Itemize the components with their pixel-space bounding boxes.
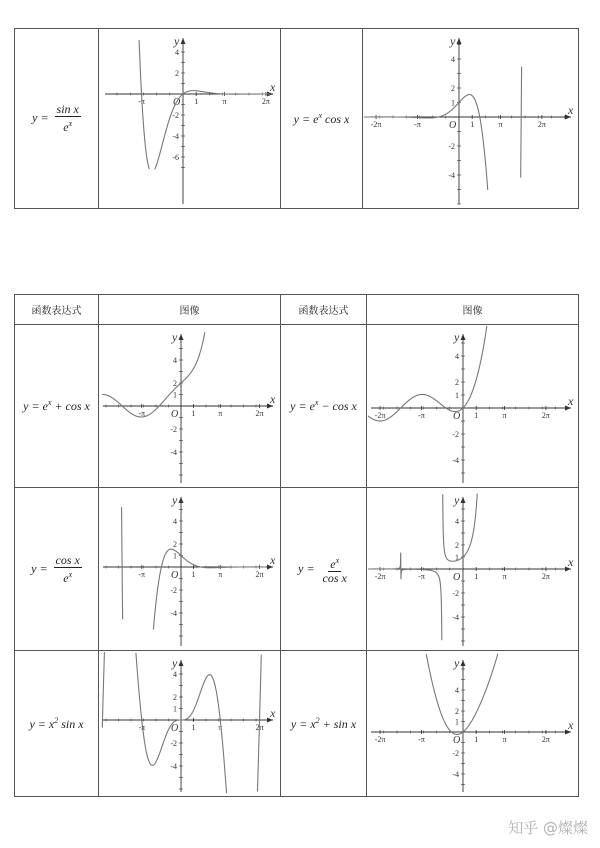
y-tick-label: 4 bbox=[455, 351, 459, 361]
x-axis-label: x bbox=[568, 554, 574, 569]
formula-sinx-over-ex: y = $\frac{\text{sin x}}{e^x}$ bbox=[15, 29, 99, 209]
graph-ex-minus-cosx bbox=[367, 326, 577, 487]
watermark: 知乎 @燦燦 bbox=[508, 819, 588, 837]
y-tick-label: 4 bbox=[173, 669, 177, 679]
formula-x2-sinx: $y = x^2$ sin x bbox=[15, 651, 99, 797]
formula-ex-plus-cosx: $y = e^x + \cos x$ bbox=[15, 325, 99, 488]
origin-label: O bbox=[173, 96, 181, 108]
graph-cell-ex-over-cos bbox=[367, 488, 579, 651]
x-tick-label: 1 bbox=[470, 119, 475, 129]
y-tick-label: 2 bbox=[451, 83, 455, 93]
y-tick-label: -2 bbox=[452, 748, 459, 758]
y-tick-label: 4 bbox=[455, 516, 459, 526]
function-curve bbox=[102, 329, 205, 417]
y-tick-label: -2 bbox=[170, 585, 177, 595]
x-tick-label: -π bbox=[138, 96, 145, 106]
x-tick-label: 1 bbox=[194, 96, 199, 106]
y-tick-label: -2 bbox=[172, 110, 179, 120]
y-tick-label: -4 bbox=[172, 131, 179, 141]
top-function-table bbox=[14, 28, 579, 209]
origin-label: O bbox=[449, 119, 457, 131]
x-tick-label: -2π bbox=[374, 571, 386, 581]
x-tick-label: π bbox=[218, 408, 223, 418]
x-axis-label: x bbox=[568, 393, 574, 408]
y-axis-label: y bbox=[454, 655, 460, 670]
x-axis-label: x bbox=[568, 102, 574, 117]
origin-label: O bbox=[453, 734, 461, 746]
y-tick-label: 1 bbox=[455, 390, 459, 400]
x-tick-label: -π bbox=[418, 734, 425, 744]
y-axis-label: y bbox=[454, 329, 460, 344]
y-axis-label: y bbox=[172, 655, 178, 670]
header-graph-2: 图像 bbox=[367, 295, 579, 325]
x-axis-label: x bbox=[270, 391, 276, 406]
x-axis-label: x bbox=[270, 552, 276, 567]
graph-ex-over-cos bbox=[367, 489, 577, 650]
y-tick-label: 2 bbox=[173, 692, 177, 702]
y-tick-label: -4 bbox=[170, 447, 177, 457]
origin-label: O bbox=[171, 569, 179, 581]
y-tick-label: -2 bbox=[170, 738, 177, 748]
header-graph-1: 图像 bbox=[99, 295, 281, 325]
x-tick-label: 1 bbox=[191, 569, 196, 579]
y-tick-label: -4 bbox=[170, 761, 177, 771]
x-tick-label: 2π bbox=[541, 571, 550, 581]
x-tick-label: 2π bbox=[255, 408, 264, 418]
graph-sinx-over-ex bbox=[99, 30, 279, 208]
x-tick-label: 2π bbox=[537, 119, 546, 129]
x-tick-label: -π bbox=[138, 408, 146, 418]
formula-ex-over-cos: y = $\frac{e^x}{\text{cos x}}$ bbox=[281, 488, 367, 651]
y-tick-label: 1 bbox=[455, 717, 459, 726]
x-tick-label: π bbox=[502, 410, 507, 420]
x-tick-label: 2π bbox=[541, 734, 550, 744]
x-tick-label: -π bbox=[138, 569, 146, 579]
y-axis-arrow-icon bbox=[461, 334, 466, 340]
x-tick-label: -π bbox=[138, 722, 146, 732]
y-axis-label: y bbox=[450, 33, 456, 48]
x-tick-label: π bbox=[222, 96, 227, 106]
graph-ex-plus-cosx bbox=[99, 326, 279, 487]
formula-ex-minus-cosx: $y = e^x - \cos x$ bbox=[281, 325, 367, 488]
y-tick-label: 2 bbox=[455, 377, 459, 387]
y-axis-arrow-icon bbox=[179, 334, 184, 340]
y-axis-arrow-icon bbox=[461, 497, 466, 503]
y-axis-arrow-icon bbox=[179, 660, 184, 666]
x-tick-label: 1 bbox=[474, 571, 479, 581]
y-tick-label: -2 bbox=[452, 429, 459, 439]
x-tick-label: π bbox=[498, 119, 503, 129]
function-curve bbox=[139, 40, 270, 169]
y-tick-label: -2 bbox=[170, 424, 177, 434]
x-axis-label: x bbox=[270, 705, 276, 720]
x-tick-label: 2π bbox=[261, 96, 270, 106]
header-formula-1: 函数表达式 bbox=[15, 295, 99, 325]
y-axis-arrow-icon bbox=[457, 38, 462, 44]
origin-label: O bbox=[171, 408, 179, 420]
y-tick-label: -4 bbox=[452, 769, 459, 779]
formula-ex-cosx: $y = e^x$ cos x bbox=[281, 29, 363, 209]
graph-cell-cos-over-ex bbox=[99, 488, 281, 651]
x-tick-label: 2π bbox=[255, 569, 264, 579]
y-tick-label: 1 bbox=[173, 390, 177, 399]
origin-label: O bbox=[453, 571, 461, 583]
x-tick-label: 2π bbox=[541, 410, 550, 420]
y-axis-label: y bbox=[172, 329, 178, 344]
function-curve bbox=[368, 493, 477, 640]
y-tick-label: -4 bbox=[452, 612, 459, 622]
y-tick-label: 4 bbox=[451, 54, 455, 64]
x-axis-label: x bbox=[568, 717, 574, 732]
formula-cos-over-ex: y = $\frac{\text{cos x}}{e^x}$ bbox=[15, 488, 99, 651]
y-axis-arrow-icon bbox=[181, 38, 186, 44]
graph-x2-sinx bbox=[99, 652, 279, 796]
x-tick-label: -π bbox=[418, 410, 425, 420]
y-axis-arrow-icon bbox=[179, 497, 184, 503]
x-tick-label: 1 bbox=[474, 410, 479, 420]
graph-cell-ex-cosx bbox=[363, 29, 579, 209]
y-tick-label: 2 bbox=[173, 539, 177, 549]
y-tick-label: 1 bbox=[455, 552, 459, 562]
y-tick-label: -2 bbox=[452, 588, 459, 598]
y-tick-label: 4 bbox=[173, 355, 177, 365]
graph-cell-ex-plus-cosx bbox=[99, 325, 281, 488]
x-tick-label: -2π bbox=[374, 734, 386, 744]
x-tick-label: 1 bbox=[191, 408, 196, 418]
y-tick-label: 2 bbox=[173, 378, 177, 388]
graph-cell-sinx-over-ex bbox=[99, 29, 281, 209]
y-tick-label: 4 bbox=[455, 685, 459, 695]
function-curve bbox=[368, 326, 487, 421]
y-axis-label: y bbox=[174, 33, 180, 48]
graph-cell-x2-sinx bbox=[99, 651, 281, 797]
y-axis-arrow-icon bbox=[461, 660, 466, 666]
y-tick-label: -4 bbox=[452, 455, 459, 465]
y-tick-label: -4 bbox=[448, 170, 455, 180]
graph-ex-cosx bbox=[363, 30, 577, 208]
x-tick-label: -2π bbox=[374, 410, 386, 420]
x-tick-label: -π bbox=[418, 571, 425, 581]
x-tick-label: 2π bbox=[255, 722, 264, 732]
y-tick-label: 2 bbox=[175, 68, 179, 78]
x-tick-label: π bbox=[502, 734, 507, 744]
x-tick-label: 1 bbox=[191, 722, 196, 732]
x-tick-label: π bbox=[218, 569, 223, 579]
graph-cos-over-ex bbox=[99, 489, 279, 650]
x-tick-label: -2π bbox=[370, 119, 382, 129]
y-tick-label: 2 bbox=[455, 706, 459, 716]
y-axis-label: y bbox=[454, 492, 460, 507]
graph-cell-ex-minus-cosx bbox=[367, 325, 579, 488]
y-axis-label: y bbox=[172, 492, 178, 507]
x-axis-label: x bbox=[270, 79, 276, 94]
origin-label: O bbox=[453, 410, 461, 422]
bottom-function-table bbox=[14, 294, 579, 797]
y-tick-label: 2 bbox=[455, 540, 459, 550]
graph-x2-plus-sinx bbox=[367, 652, 577, 796]
x-tick-label: π bbox=[502, 571, 507, 581]
y-tick-label: -6 bbox=[172, 152, 179, 162]
y-tick-label: -4 bbox=[170, 608, 177, 618]
y-tick-label: 1 bbox=[451, 98, 455, 107]
y-tick-label: -2 bbox=[448, 141, 455, 151]
y-tick-label: 1 bbox=[173, 551, 177, 560]
formula-x2-plus-sinx: $y = x^2 + \sin x$ bbox=[281, 651, 367, 797]
header-formula-2: 函数表达式 bbox=[281, 295, 367, 325]
y-tick-label: 4 bbox=[173, 516, 177, 526]
x-tick-label: π bbox=[218, 722, 223, 732]
x-tick-label: -π bbox=[414, 119, 421, 129]
function-curve bbox=[102, 652, 261, 793]
origin-label: O bbox=[171, 722, 179, 734]
x-tick-label: 1 bbox=[474, 734, 479, 744]
y-tick-label: 4 bbox=[175, 47, 179, 57]
graph-cell-x2-plus-sinx bbox=[367, 651, 579, 797]
y-tick-label: 1 bbox=[173, 704, 177, 713]
